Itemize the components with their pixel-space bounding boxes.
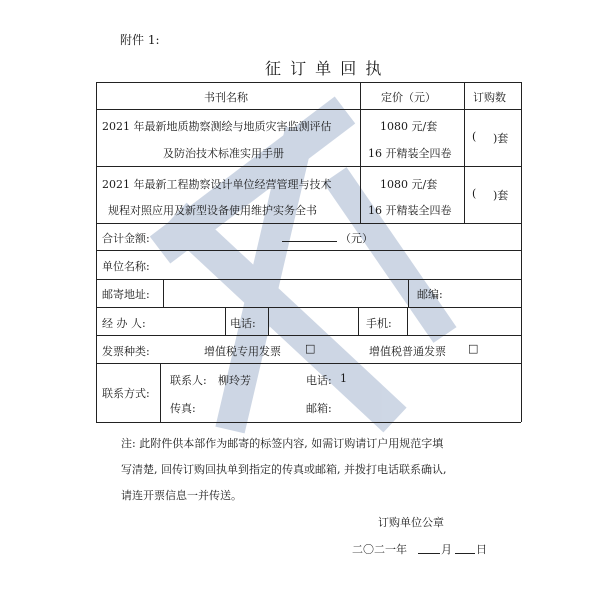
contact-email-label: 邮箱: (306, 402, 332, 415)
contact-person-label: 联系人: (170, 374, 207, 387)
total-amount-field[interactable] (282, 241, 337, 242)
note-line1: 注: 此附件供本部作为邮寄的标签内容, 如需订购请订户用规范字填 (121, 437, 444, 450)
price-line1: 1080 元/套 (380, 178, 438, 191)
seal-label: 订购单位公章 (378, 516, 444, 529)
total-amount-label: 合计金额: (102, 232, 150, 245)
invoice-special-label: 增值税专用发票 (204, 345, 281, 358)
contact-person-value: 柳玲芳 (218, 374, 251, 387)
contact-phone-label: 电话: (306, 374, 332, 387)
address-label: 邮寄地址: (102, 288, 150, 301)
book-name-line2: 规程对照应用及新型设备使用维护实务全书 (108, 204, 317, 217)
note-line3: 请连开票信息一并传送。 (121, 489, 242, 502)
date-day-label: 日 (476, 543, 487, 556)
attachment-label: 附件 1: (120, 33, 160, 47)
book-name-line2: 及防治技术标准实用手册 (163, 147, 284, 160)
total-unit-label: （元） (340, 232, 373, 245)
header-book-name: 书刊名称 (204, 91, 248, 104)
header-quantity: 订购数 (473, 91, 506, 104)
postcode-label: 邮编: (417, 288, 443, 301)
phone-label: 电话: (230, 317, 256, 330)
book-name-line1: 2021 年最新工程勘察设计单位经营管理与技术 (102, 178, 332, 191)
invoice-special-checkbox[interactable]: □ (305, 342, 316, 355)
date-month-label: 月 (441, 543, 452, 556)
date-year: 二〇二一年 (352, 543, 407, 556)
price-line2: 16 开精装全四卷 (368, 204, 452, 217)
price-line2: 16 开精装全四卷 (368, 147, 452, 160)
invoice-normal-checkbox[interactable]: □ (468, 342, 479, 355)
handler-label: 经 办 人: (102, 317, 146, 330)
fax-label: 传真: (170, 402, 196, 415)
unit-name-label: 单位名称: (102, 260, 150, 273)
contact-phone-value: 1 (340, 372, 347, 385)
form-title: 征 订 单 回 执 (265, 59, 384, 78)
quantity-close[interactable]: )套 (493, 132, 509, 145)
invoice-type-label: 发票种类: (102, 345, 150, 358)
mobile-label: 手机: (366, 317, 392, 330)
date-month-field[interactable] (418, 553, 440, 554)
date-day-field[interactable] (455, 553, 475, 554)
quantity-close[interactable]: )套 (493, 189, 509, 202)
price-line1: 1080 元/套 (380, 120, 438, 133)
contact-label: 联系方式: (102, 387, 150, 400)
quantity-open: ( (472, 187, 477, 200)
note-line2: 写清楚, 回传订购回执单到指定的传真或邮箱, 并拨打电话联系确认, (121, 463, 447, 476)
invoice-normal-label: 增值税普通发票 (369, 345, 446, 358)
quantity-open: ( (472, 130, 477, 143)
header-price: 定价（元） (381, 91, 436, 104)
book-name-line1: 2021 年最新地质勘察测绘与地质灾害监测评估 (102, 120, 332, 133)
